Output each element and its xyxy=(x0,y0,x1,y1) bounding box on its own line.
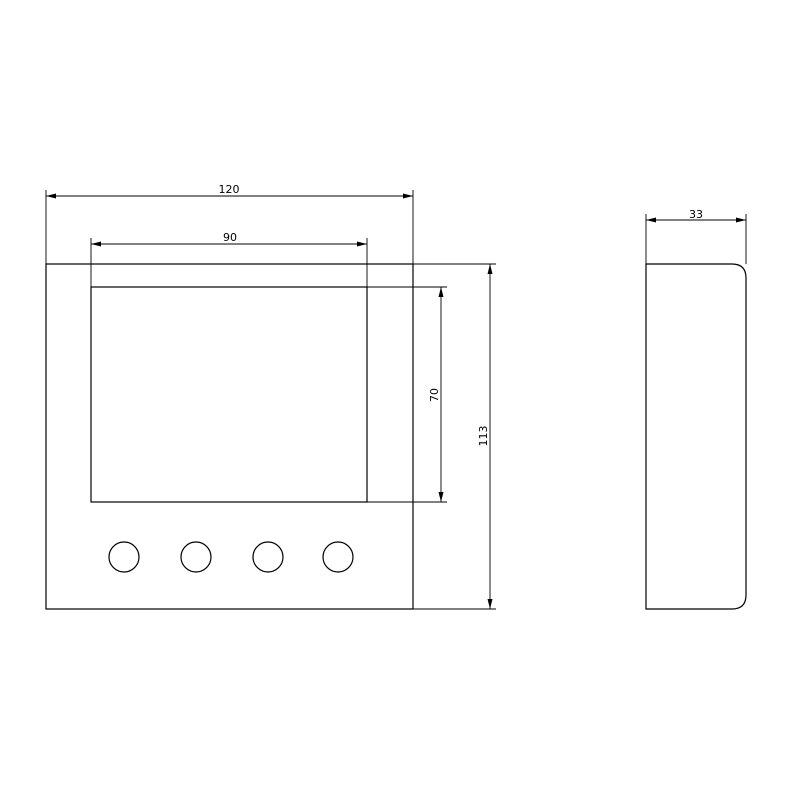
dimension-label-screen-height: 70 xyxy=(428,388,441,402)
dimension-label-depth: 33 xyxy=(689,208,703,221)
dimension-label-height: 113 xyxy=(477,425,490,447)
button-2 xyxy=(181,542,211,572)
side-profile-outline xyxy=(646,264,746,609)
dimension-label-screen-width: 90 xyxy=(223,231,237,244)
button-4 xyxy=(323,542,353,572)
dimension-height-113 xyxy=(413,264,496,609)
button-row xyxy=(109,542,353,572)
dimension-depth-33 xyxy=(646,208,746,264)
dimension-screen-width-90 xyxy=(91,231,367,287)
dimension-width-120 xyxy=(46,183,413,264)
device-outline xyxy=(46,264,413,609)
button-3 xyxy=(253,542,283,572)
front-view xyxy=(46,183,496,609)
dimension-label-width: 120 xyxy=(218,183,240,196)
side-view xyxy=(646,208,746,609)
dimension-screen-height-70 xyxy=(367,287,447,502)
button-1 xyxy=(109,542,139,572)
screen-outline xyxy=(91,287,367,502)
